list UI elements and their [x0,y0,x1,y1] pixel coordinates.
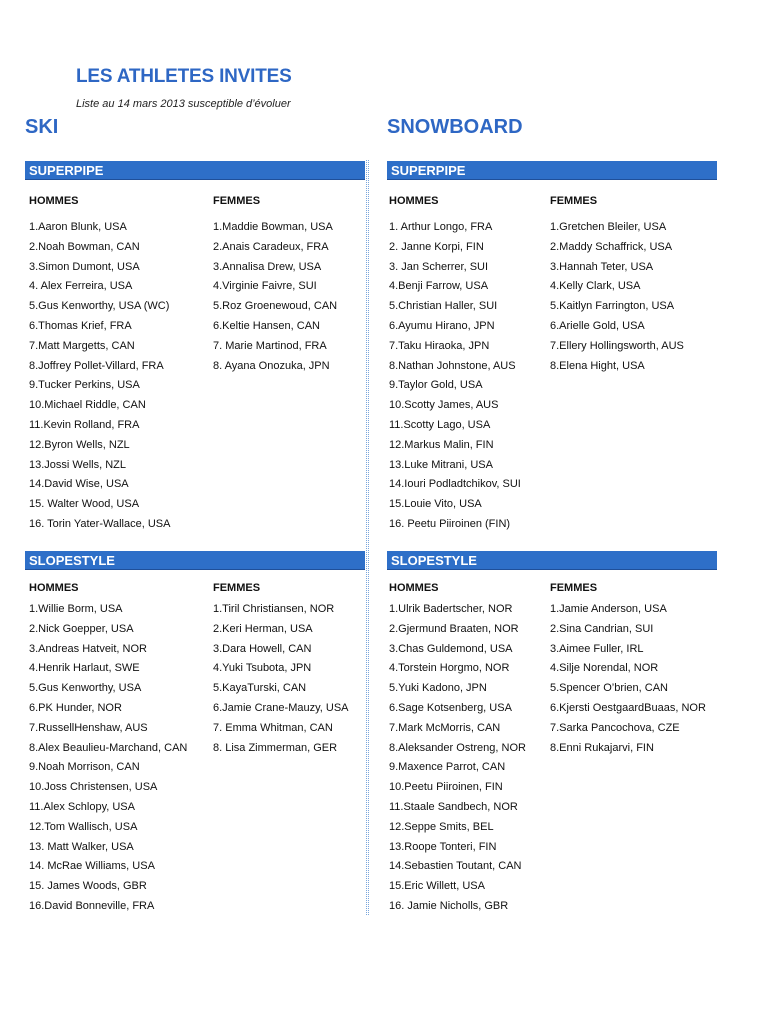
ski-superpipe-women-list [213,218,337,376]
athlete-entry: 7. Emma Whitman, CAN [213,721,333,734]
athlete-entry: 16.David Bonneville, FRA [29,899,155,912]
athlete-entry: 4.Torstein Horgmo, NOR [389,662,510,675]
athlete-entry: 5.Yuki Kadono, JPN [389,682,487,695]
athlete-entry: 6.Thomas Krief, FRA [29,319,132,332]
athlete-entry: 10.Scotty James, AUS [389,399,499,412]
athlete-entry: 11.Scotty Lago, USA [389,418,491,431]
ski-superpipe-header: SUPERPIPE [25,161,365,180]
athlete-entry: 10.Joss Christensen, USA [29,781,158,794]
athlete-entry: 7.Ellery Hollingsworth, AUS [550,339,684,352]
athlete-entry: 5.Gus Kenworthy, USA (WC) [29,300,170,313]
athlete-entry: 3.Hannah Teter, USA [550,260,654,273]
snowboard-slopestyle-men-list [389,600,526,917]
athlete-entry: 1.Maddie Bowman, USA [213,221,333,233]
athlete-entry: 1.Ulrik Badertscher, NOR [389,603,513,615]
athlete-entry: 9.Tucker Perkins, USA [29,379,140,392]
athlete-entry: 2.Gjermund Braaten, NOR [389,622,519,635]
athlete-entry: 8.Aleksander Ostreng, NOR [389,741,526,754]
athlete-entry: 4.Yuki Tsubota, JPN [213,662,312,675]
athlete-entry: 7.Mark McMorris, CAN [389,721,501,734]
ski-title: SKI [25,116,59,138]
athlete-entry: 3.Annalisa Drew, USA [213,260,322,273]
athlete-entry: 4.Silje Norendal, NOR [550,662,659,675]
athlete-entry: 7.Matt Margetts, CAN [29,339,135,352]
athlete-entry: 3. Jan Scherrer, SUI [389,260,489,273]
snowboard-superpipe-men-label: HOMMES [389,195,439,207]
athlete-entry: 2. Janne Korpi, FIN [389,240,484,253]
athlete-entry: 7.Taku Hiraoka, JPN [389,339,490,352]
athlete-entry: 1.Willie Borm, USA [29,603,123,615]
athlete-entry: 7. Marie Martinod, FRA [213,339,327,352]
athlete-entry: 8.Joffrey Pollet-Villard, FRA [29,359,164,372]
athlete-entry: 9.Taylor Gold, USA [389,379,483,392]
ski-superpipe-men-label: HOMMES [29,195,79,207]
athlete-entry: 6.Keltie Hansen, CAN [213,319,320,332]
snowboard-title: SNOWBOARD [387,116,523,138]
athlete-entry: 11.Alex Schlopy, USA [29,800,135,813]
athlete-entry: 8. Ayana Onozuka, JPN [213,359,330,372]
athlete-entry: 13.Roope Tonteri, FIN [389,840,497,853]
athlete-entry: 10.Michael Riddle, CAN [29,399,146,412]
athlete-entry: 3.Dara Howell, CAN [213,642,312,655]
athlete-entry: 1.Tiril Christiansen, NOR [213,603,335,615]
athlete-entry: 9.Noah Morrison, CAN [29,761,140,774]
athlete-entry: 8.Elena Hight, USA [550,359,645,372]
athlete-entry: 6.Arielle Gold, USA [550,319,645,332]
athlete-entry: 5.KayaTurski, CAN [213,682,307,695]
athlete-entry: 5.Christian Haller, SUI [389,300,498,313]
athlete-entry: 3.Chas Guldemond, USA [389,642,513,655]
snowboard-slopestyle-men-label: HOMMES [389,582,439,594]
ski-slopestyle-women-label: FEMMES [213,582,261,594]
athlete-entry: 14.Sebastien Toutant, CAN [389,860,522,873]
athlete-entry: 6.Sage Kotsenberg, USA [389,701,512,714]
column-divider [368,160,369,915]
athlete-entry: 5.Spencer O’brien, CAN [550,682,668,695]
athlete-entry: 5.Roz Groenewoud, CAN [213,300,338,313]
ski-slopestyle-men-label: HOMMES [29,582,79,594]
snowboard-slopestyle-header: SLOPESTYLE [387,551,717,570]
athlete-entry: 3.Andreas Hatveit, NOR [29,642,147,655]
snowboard-superpipe-women-label: FEMMES [550,195,598,207]
athlete-entry: 15. Walter Wood, USA [29,498,140,511]
athlete-entry: 2.Maddy Schaffrick, USA [550,240,673,253]
athlete-entry: 15. James Woods, GBR [29,880,147,893]
athlete-entry: 6.Jamie Crane-Mauzy, USA [213,701,349,714]
athlete-entry: 1.Jamie Anderson, USA [550,603,667,615]
athlete-entry: 12.Tom Wallisch, USA [29,820,138,833]
snowboard-superpipe-women-list [550,218,684,376]
athlete-entry: 6.PK Hunder, NOR [29,701,122,714]
athlete-entry: 11.Kevin Rolland, FRA [29,418,140,431]
athlete-entry: 4.Benji Farrow, USA [389,280,489,293]
athlete-entry: 4.Virginie Faivre, SUI [213,280,317,293]
athlete-entry: 4.Kelly Clark, USA [550,280,641,293]
athlete-entry: 5.Kaitlyn Farrington, USA [550,300,675,313]
athlete-entry: 7.Sarka Pancochova, CZE [550,721,680,734]
document-subtitle: Liste au 14 mars 2013 susceptible d’évoluer [76,98,291,110]
snowboard-slopestyle-women-list [550,600,706,758]
athlete-entry: 16. Jamie Nicholls, GBR [389,899,509,912]
athlete-entry: 16. Peetu Piiroinen (FIN) [389,517,511,530]
athlete-entry: 13.Jossi Wells, NZL [29,458,126,471]
athlete-entry: 2.Sina Candrian, SUI [550,622,654,635]
athlete-entry: 10.Peetu Piiroinen, FIN [389,781,503,794]
snowboard-superpipe-header: SUPERPIPE [387,161,717,180]
document-title: LES ATHLETES INVITES [76,66,292,87]
athlete-entry: 8.Alex Beaulieu-Marchand, CAN [29,741,188,754]
ski-slopestyle-men-list [29,600,187,917]
athlete-entry: 15.Louie Vito, USA [389,498,482,511]
athlete-entry: 12.Markus Malin, FIN [389,438,494,451]
athlete-entry: 2.Anais Caradeux, FRA [213,240,329,253]
athlete-entry: 4.Henrik Harlaut, SWE [29,662,140,675]
athlete-entry: 15.Eric Willett, USA [389,880,485,893]
athlete-entry: 14.Iouri Podladtchikov, SUI [389,478,521,491]
athlete-entry: 7.RussellHenshaw, AUS [29,721,148,734]
athlete-entry: 2.Nick Goepper, USA [29,622,134,635]
athlete-entry: 1. Arthur Longo, FRA [389,221,493,233]
athlete-entry: 13.Luke Mitrani, USA [389,458,493,471]
athlete-entry: 16. Torin Yater-Wallace, USA [29,517,171,530]
athlete-entry: 12.Byron Wells, NZL [29,438,130,451]
athlete-entry: 3.Aimee Fuller, IRL [550,642,644,655]
athlete-entry: 12.Seppe Smits, BEL [389,820,494,833]
athlete-entry: 8.Nathan Johnstone, AUS [389,359,516,372]
athlete-entry: 14.David Wise, USA [29,478,129,491]
athlete-entry: 4. Alex Ferreira, USA [29,280,133,293]
athlete-entry: 2.Noah Bowman, CAN [29,240,140,253]
athlete-entry: 2.Keri Herman, USA [213,622,313,635]
ski-slopestyle-women-list [213,600,349,758]
athlete-entry: 8. Lisa Zimmerman, GER [213,741,338,754]
snowboard-superpipe-men-list [389,218,521,535]
ski-superpipe-men-list [29,218,170,535]
athlete-entry: 8.Enni Rukajarvi, FIN [550,741,654,754]
athlete-entry: 13. Matt Walker, USA [29,840,134,853]
snowboard-slopestyle-women-label: FEMMES [550,582,598,594]
column-divider [366,160,367,915]
athlete-entry: 6.Kjersti OestgaardBuaas, NOR [550,701,706,714]
athlete-entry: 6.Ayumu Hirano, JPN [389,319,495,332]
ski-superpipe-women-label: FEMMES [213,195,261,207]
athlete-entry: 11.Staale Sandbech, NOR [389,800,518,813]
athlete-entry: 1.Gretchen Bleiler, USA [550,221,667,233]
athlete-entry: 14. McRae Williams, USA [29,860,155,873]
ski-slopestyle-header: SLOPESTYLE [25,551,365,570]
athlete-entry: 5.Gus Kenworthy, USA [29,682,142,695]
athlete-entry: 9.Maxence Parrot, CAN [389,761,506,774]
athlete-entry: 3.Simon Dumont, USA [29,260,140,273]
athlete-entry: 1.Aaron Blunk, USA [29,221,127,233]
